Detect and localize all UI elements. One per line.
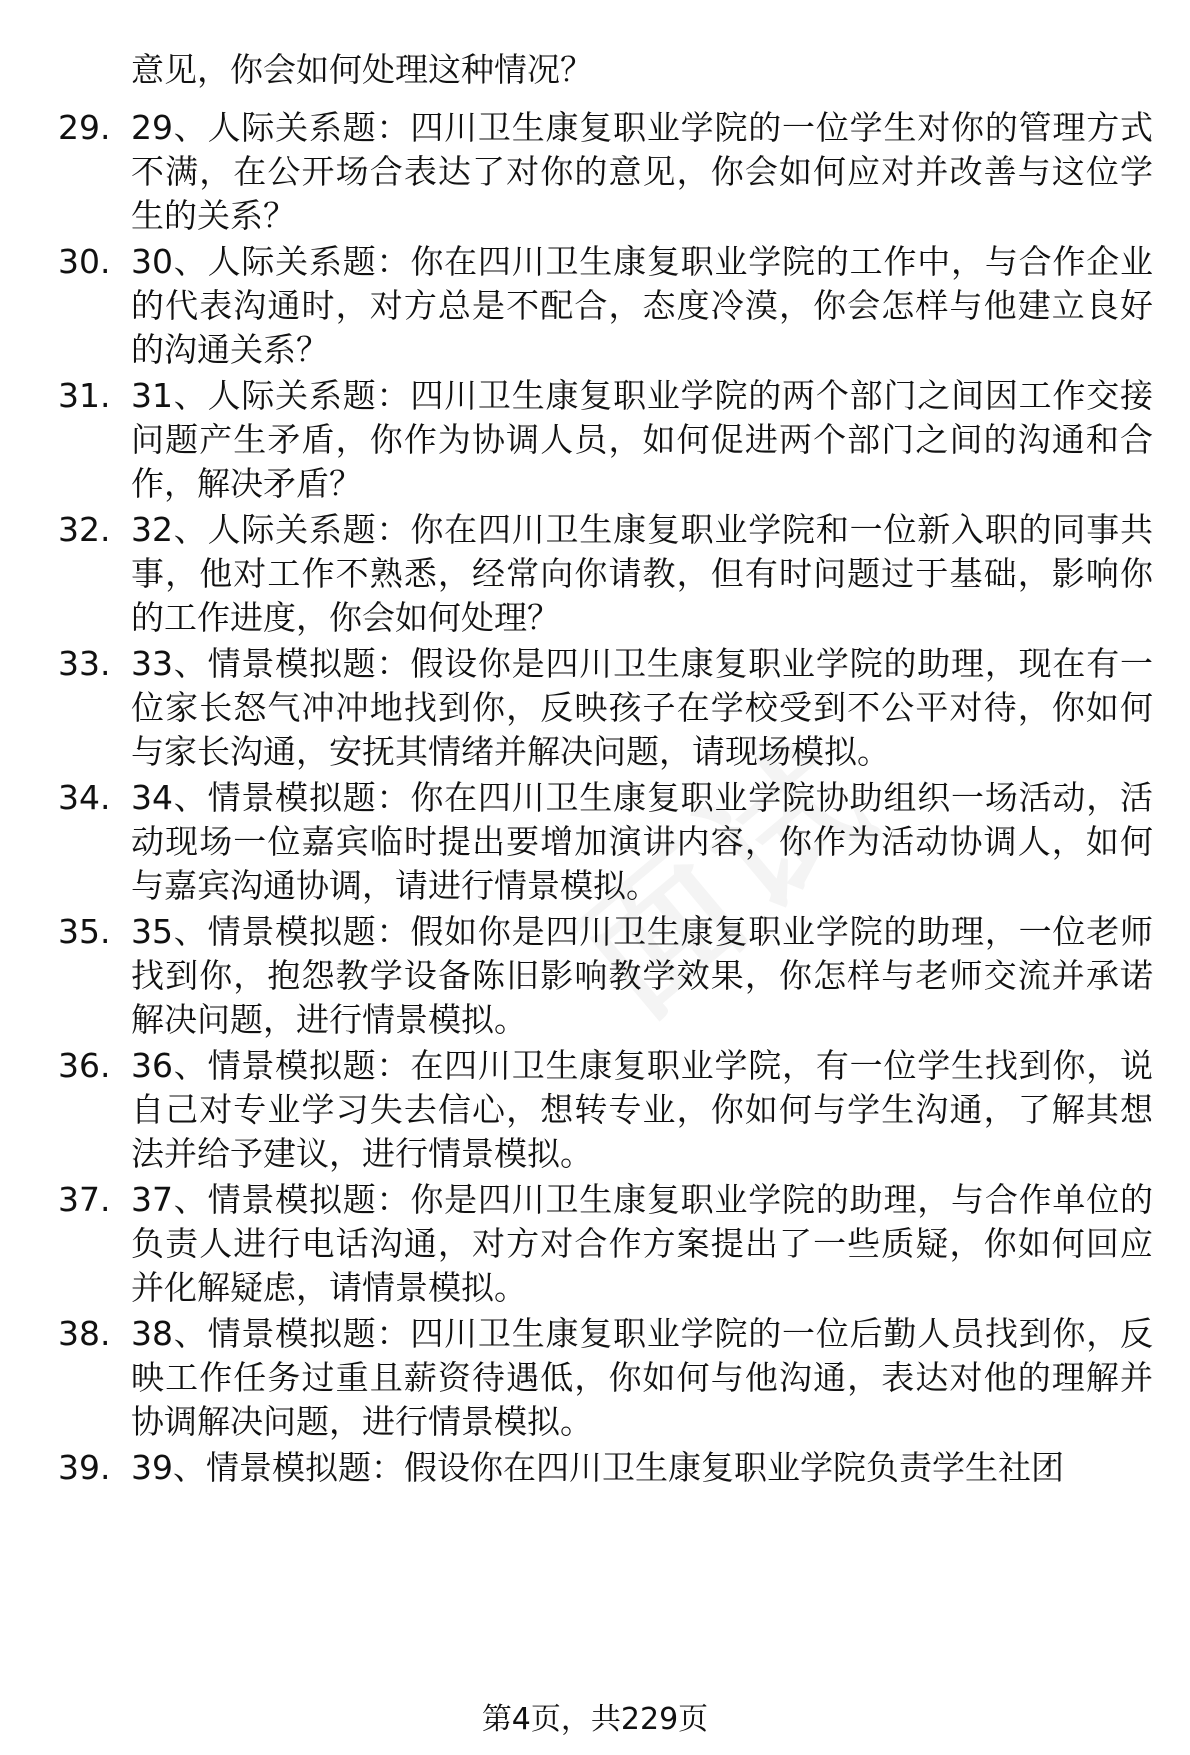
item-number: 38.	[58, 1314, 111, 1353]
item-number: 32.	[58, 510, 111, 549]
item-text: 30、人际关系题：你在四川卫生康复职业学院的工作中，与合作企业的代表沟通时，对方总是不配合，态度冷漠，你会怎样与他建立良好的沟通关系？	[131, 242, 1153, 369]
item-number: 33.	[58, 644, 111, 683]
item-text: 37、情景模拟题：你是四川卫生康复职业学院的助理，与合作单位的负责人进行电话沟通，对方对合作方案提出了一些质疑，你如何回应并化解疑虑，请情景模拟。	[131, 1180, 1153, 1307]
item-text: 38、情景模拟题：四川卫生康复职业学院的一位后勤人员找到你，反映工作任务过重且薪资待遇低，你如何与他沟通，表达对他的理解并协调解决问题，进行情景模拟。	[131, 1314, 1153, 1441]
item-number: 34.	[58, 778, 111, 817]
item-number: 29.	[58, 108, 111, 147]
item-text: 39、情景模拟题：假设你在四川卫生康复职业学院负责学生社团	[131, 1448, 1064, 1487]
item-text: 33、情景模拟题：假设你是四川卫生康复职业学院的助理，现在有一位家长怒气冲冲地找到你，反映孩子在学校受到不公平对待，你如何与家长沟通，安抚其情绪并解决问题，请现场模拟。	[131, 644, 1153, 771]
page-footer: 第4页，共229页	[481, 1702, 709, 1737]
item-text: 32、人际关系题：你在四川卫生康复职业学院和一位新入职的同事共事，他对工作不熟悉，经常向你请教，但有时问题过于基础，影响你的工作进度，你会如何处理？	[131, 510, 1153, 637]
item-text: 35、情景模拟题：假如你是四川卫生康复职业学院的助理，一位老师找到你，抱怨教学设备陈旧影响教学效果，你怎样与老师交流并承诺解决问题，进行情景模拟。	[131, 912, 1153, 1039]
item-number: 31.	[58, 376, 111, 415]
continuation-text: 意见，你会如何处理这种情况？	[131, 50, 593, 89]
item-text: 29、人际关系题：四川卫生康复职业学院的一位学生对你的管理方式不满，在公开场合表达了对你的意见，你会如何应对并改善与这位学生的关系？	[131, 108, 1153, 235]
item-number: 30.	[58, 242, 111, 281]
item-text: 36、情景模拟题：在四川卫生康复职业学院，有一位学生找到你，说自己对专业学习失去信心，想转专业，你如何与学生沟通，了解其想法并给予建议，进行情景模拟。	[131, 1046, 1153, 1173]
item-number: 37.	[58, 1180, 111, 1219]
item-number: 39.	[58, 1448, 111, 1487]
item-number: 35.	[58, 912, 111, 951]
item-text: 34、情景模拟题：你在四川卫生康复职业学院协助组织一场活动，活动现场一位嘉宾临时提出要增加演讲内容，你作为活动协调人，如何与嘉宾沟通协调，请进行情景模拟。	[131, 778, 1153, 905]
item-text: 31、人际关系题：四川卫生康复职业学院的两个部门之间因工作交接问题产生矛盾，你作为协调人员，如何促进两个部门之间的沟通和合作，解决矛盾？	[131, 376, 1153, 503]
item-number: 36.	[58, 1046, 111, 1085]
